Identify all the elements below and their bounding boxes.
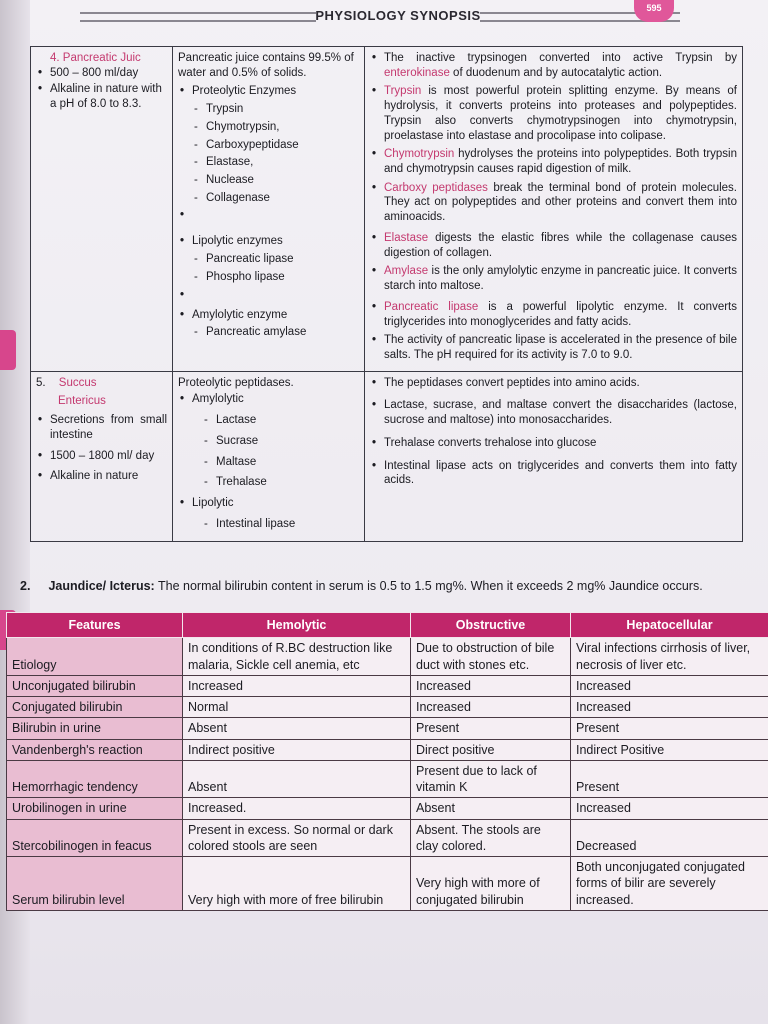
jaundice-table (6, 612, 768, 911)
obstructive-cell: Present (411, 718, 571, 739)
section-number: 2. (20, 579, 31, 593)
digestive-juice-table (30, 46, 743, 542)
table-row (7, 798, 768, 819)
obstructive-cell: Present due to lack of vitamin K (411, 760, 571, 798)
hepatocellular-cell: Increased (571, 675, 768, 696)
jaundice-title: Jaundice/ Icterus: (48, 579, 155, 593)
enzyme-group-list (178, 84, 359, 340)
action-item: • The peptidases convert peptides into amino acids. (370, 376, 737, 391)
section-number: 5. (36, 376, 46, 389)
hemolytic-cell: Normal (183, 697, 411, 718)
hemolytic-cell: Increased (183, 675, 411, 696)
enzyme-group-list (178, 392, 359, 531)
enzyme-item: - Sucrase (202, 434, 359, 449)
enzyme-item: - Collagenase (192, 191, 359, 206)
column-header-features: Features (7, 613, 183, 638)
jaundice-header-row (7, 613, 768, 638)
hepatocellular-cell: Increased (571, 697, 768, 718)
enzyme-list (192, 517, 359, 532)
hepatocellular-cell: Increased (571, 798, 768, 819)
adjacent-page-tab (0, 330, 16, 370)
pancreatic-title: 4. Pancreatic Juic (50, 52, 141, 64)
enzyme-list (192, 102, 359, 205)
action-text: digests the elastic fibres while the collagenase causes digestion of collagen. (384, 231, 737, 259)
action-item (370, 84, 737, 143)
list-item: • Alkaline in nature (36, 469, 167, 484)
feature-cell: Urobilinogen in urine (7, 798, 183, 819)
enzyme-item: - Chymotrypsin, (192, 120, 359, 135)
table-row (7, 760, 768, 798)
jaundice-heading (20, 579, 755, 593)
enzyme-item: - Trypsin (192, 102, 359, 117)
enzyme-item: - Lactase (202, 413, 359, 428)
highlighted-term: Trypsin (384, 85, 422, 98)
hepatocellular-cell: Decreased (571, 819, 768, 857)
pancreatic-row (31, 47, 743, 372)
hepatocellular-cell: Both unconjugated conjugated forms of bilir are severely increased. (571, 857, 768, 911)
obstructive-cell: Absent. The stools are clay colored. (411, 819, 571, 857)
list-item: • Secretions from small intestine (36, 413, 167, 442)
column-header-hepatocellular: Hepatocellular (571, 613, 768, 638)
hepatocellular-cell: Indirect Positive (571, 739, 768, 760)
enzyme-group-name: Lipolytic (192, 496, 234, 509)
pancreatic-composition-cell (173, 47, 365, 372)
succus-source-cell (31, 371, 173, 542)
enzyme-list (192, 325, 359, 340)
highlighted-term: Chymotrypsin (384, 148, 455, 161)
feature-cell: Serum bilirubin level (7, 857, 183, 911)
feature-cell: Bilirubin in urine (7, 718, 183, 739)
hemolytic-cell: Absent (183, 760, 411, 798)
action-text: is a powerful lipolytic enzyme. It converts triglycerides into monoglycerides and fatty acids. (384, 300, 737, 328)
table-row (7, 638, 768, 676)
jaundice-description: The normal bilirubin content in serum is 0.5 to 1.5 mg%. When it exceeds 2 mg% Jaundice occurs. (157, 579, 703, 593)
enzyme-item: - Pancreatic amylase (192, 325, 359, 340)
table-row (7, 697, 768, 718)
enzyme-item: - Elastase, (192, 155, 359, 170)
pancreatic-intro: Pancreatic juice contains 99.5% of water and 0.5% of solids. (178, 52, 354, 79)
hemolytic-cell: Very high with more of free bilirubin (183, 857, 411, 911)
header-rule-left (80, 12, 316, 22)
table-row (7, 675, 768, 696)
table-row (7, 718, 768, 739)
succus-intro: Proteolytic peptidases. (178, 376, 294, 389)
enzyme-list (192, 252, 359, 284)
action-text: is most powerful protein splitting enzyme. By means of hydrolysis, it converts proteins into proteases and polypeptides. Trypsin also converts chymotrypsinogen into chymotrypsin, proelastase into elastase and procolipase into colipase. (384, 85, 737, 142)
hepatocellular-cell: Present (571, 760, 768, 798)
succus-title-a: Succus (58, 376, 97, 389)
spacer (178, 288, 359, 306)
obstructive-cell: Direct positive (411, 739, 571, 760)
pancreatic-action-list (370, 51, 737, 363)
enzyme-group-name: Proteolytic Enzymes (192, 85, 297, 98)
action-text: of duodenum and by autocatalytic action. (449, 66, 663, 79)
spacer (178, 208, 359, 232)
action-item: • Intestinal lipase acts on triglycerides and converts them into fatty acids. (370, 459, 737, 488)
enzyme-group (178, 234, 359, 284)
action-text: The inactive trypsinogen converted into active Trypsin by (384, 52, 737, 64)
highlighted-term: Carboxy peptidases (384, 181, 488, 194)
enzyme-group-name: Lipolytic enzymes (192, 235, 283, 248)
action-item: • Lactase, sucrase, and maltase convert the disaccharides (lactose, sucrose and maltose) into monosaccharides. (370, 398, 737, 427)
hemolytic-cell: Indirect positive (183, 739, 411, 760)
hemolytic-cell: Present in excess. So normal or dark colored stools are seen (183, 819, 411, 857)
table-row (7, 739, 768, 760)
table-row (7, 857, 768, 911)
succus-properties (36, 413, 167, 484)
list-item: • 1500 – 1800 ml/ day (36, 449, 167, 464)
feature-cell: Hemorrhagic tendency (7, 760, 183, 798)
enzyme-group (178, 308, 359, 340)
enzyme-group-name: Amylolytic (192, 393, 244, 406)
table-row (7, 819, 768, 857)
jaundice-table-body (7, 638, 768, 911)
hemolytic-cell: Increased. (183, 798, 411, 819)
page-number-badge: 595 (634, 0, 674, 22)
enzyme-group (178, 496, 359, 531)
pancreatic-source-cell (31, 47, 173, 372)
hemolytic-cell: Absent (183, 718, 411, 739)
highlighted-term: enterokinase (384, 66, 450, 79)
succus-action-list (370, 376, 737, 488)
action-item (370, 300, 737, 329)
obstructive-cell: Very high with more of conjugated bilirubin (411, 857, 571, 911)
hepatocellular-cell: Present (571, 718, 768, 739)
enzyme-item: - Trehalase (202, 475, 359, 490)
enzyme-item: - Carboxypeptidase (192, 138, 359, 153)
action-item (370, 181, 737, 225)
enzyme-list (192, 413, 359, 490)
action-text: break the terminal bond of protein molecules. They act on polypeptides and other proteins and convert them into aminoacids. (384, 181, 737, 224)
action-item (370, 231, 737, 260)
action-text: hydrolyses the proteins into polypeptides. Both trypsin and chymotrypsin causes rapid digestion of milk. (384, 148, 737, 176)
action-item (370, 264, 737, 293)
pancreatic-action-cell (365, 47, 743, 372)
enzyme-item: - Pancreatic lipase (192, 252, 359, 267)
succus-composition-cell (173, 371, 365, 542)
column-header-hemolytic: Hemolytic (183, 613, 411, 638)
action-text: The activity of pancreatic lipase is accelerated in the presence of bile salts. The pH required for its activity is 7.0 to 9.0. (384, 334, 737, 361)
feature-cell: Unconjugated bilirubin (7, 675, 183, 696)
feature-cell: Stercobilinogen in feacus (7, 819, 183, 857)
enzyme-group-name: Amylolytic enzyme (192, 308, 288, 321)
action-item (370, 51, 737, 80)
obstructive-cell: Absent (411, 798, 571, 819)
action-item (370, 147, 737, 176)
list-item: • 500 – 800 ml/day (36, 66, 167, 81)
action-item: • Trehalase converts trehalose into glucose (370, 436, 737, 451)
feature-cell: Conjugated bilirubin (7, 697, 183, 718)
obstructive-cell: Increased (411, 675, 571, 696)
feature-cell: Etiology (7, 638, 183, 676)
succus-action-cell (365, 371, 743, 542)
succus-row (31, 371, 743, 542)
enzyme-item: - Intestinal lipase (202, 517, 359, 532)
hepatocellular-cell: Viral infections cirrhosis of liver, necrosis of liver etc. (571, 638, 768, 676)
enzyme-item: - Maltase (202, 455, 359, 470)
highlighted-term: Elastase (384, 231, 429, 244)
action-text: is the only amylolytic enzyme in pancreatic juice. It converts starch into maltose. (384, 265, 737, 293)
enzyme-item: - Phospho lipase (192, 270, 359, 285)
list-item: • Alkaline in nature with a pH of 8.0 to 8.3. (36, 82, 167, 111)
succus-title (36, 376, 167, 391)
highlighted-term: Amylase (384, 265, 429, 278)
enzyme-group (178, 84, 359, 205)
enzyme-group (178, 392, 359, 490)
obstructive-cell: Increased (411, 697, 571, 718)
hemolytic-cell: In conditions of R.BC destruction like malaria, Sickle cell anemia, etc (183, 638, 411, 676)
pancreatic-properties (36, 66, 167, 112)
enzyme-item: - Nuclease (192, 173, 359, 188)
feature-cell: Vandenbergh's reaction (7, 739, 183, 760)
obstructive-cell: Due to obstruction of bile duct with stones etc. (411, 638, 571, 676)
column-header-obstructive: Obstructive (411, 613, 571, 638)
succus-title-b: Entericus (58, 395, 106, 408)
action-item (370, 333, 737, 362)
highlighted-term: Pancreatic lipase (384, 300, 479, 313)
page-title: PHYSIOLOGY SYNOPSIS (315, 8, 481, 23)
